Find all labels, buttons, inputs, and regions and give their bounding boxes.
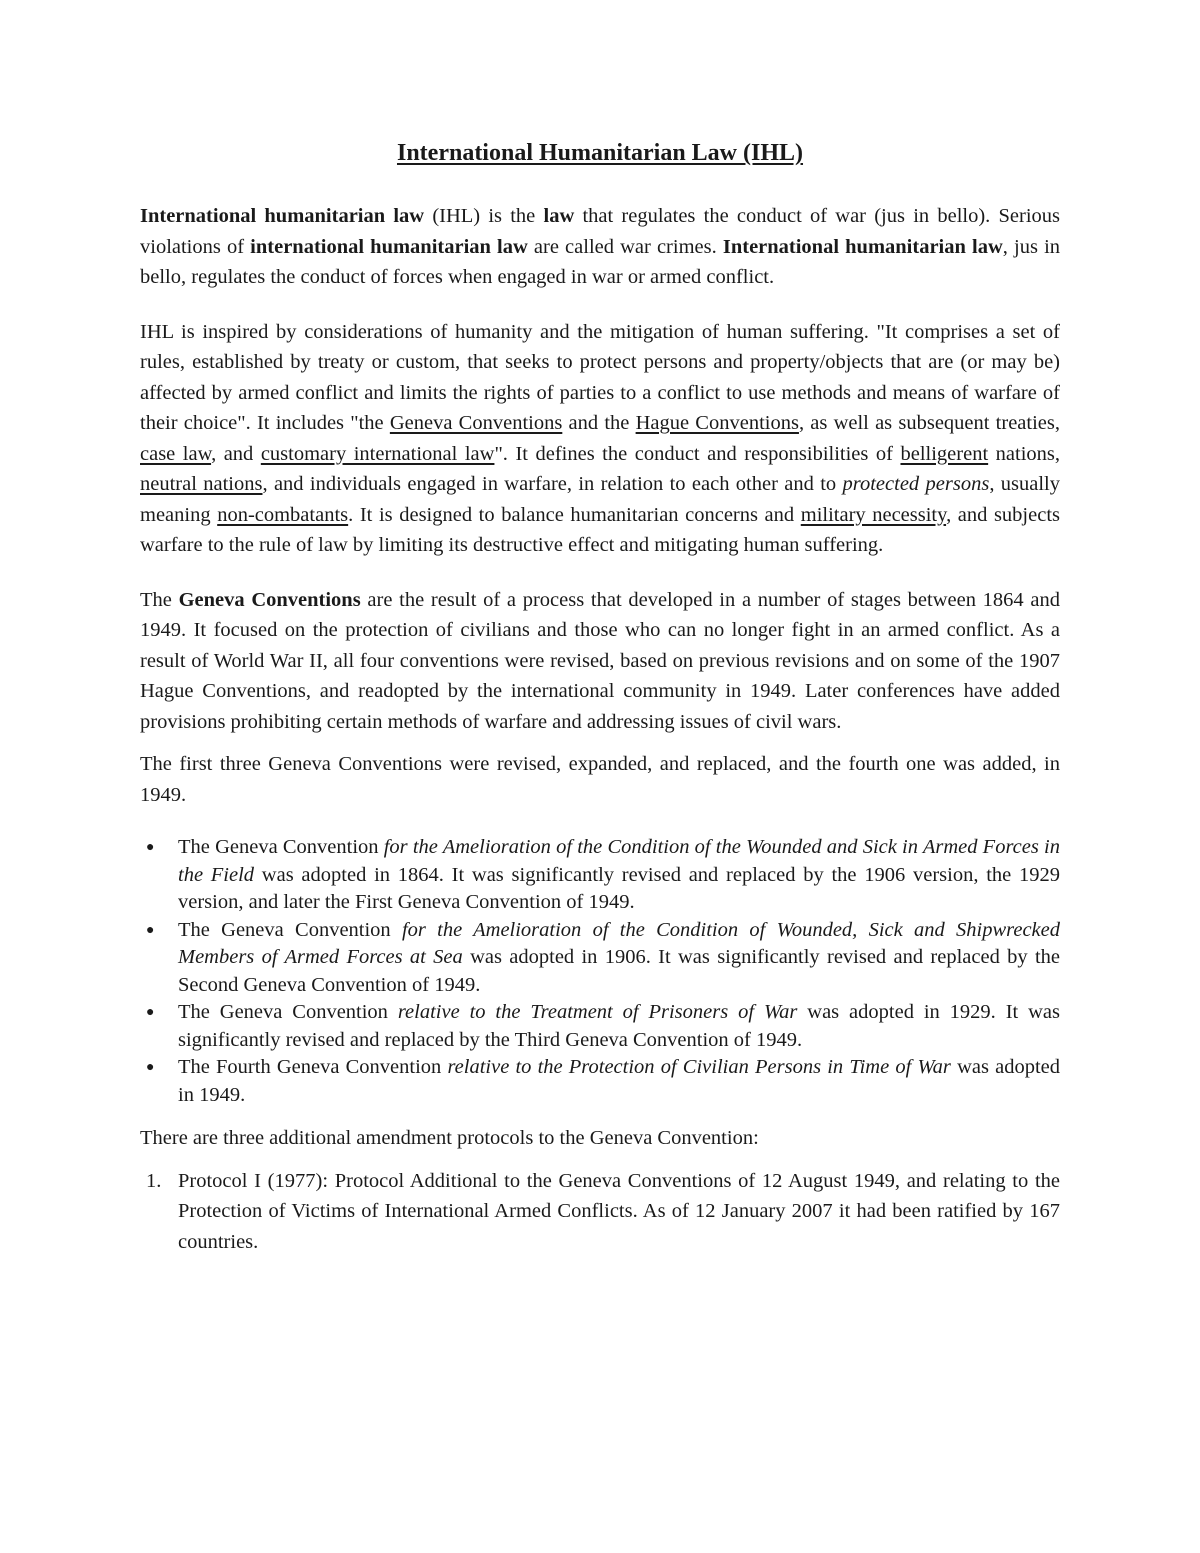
link-geneva-conventions[interactable]: Geneva Conventions (389, 412, 563, 434)
bullet-icon: ● (146, 1005, 155, 1020)
bold-term: law (543, 205, 575, 227)
list-item (146, 917, 1060, 1000)
text-run: was adopted in 1906. It was significantly revised and replaced by the Second Geneva Convention of 1949. (178, 946, 1060, 996)
text-run: The Geneva Convention (178, 918, 402, 941)
text-run: , and individuals engaged in warfare, in relation to each other and to (262, 473, 843, 495)
text-run: was adopted in 1864. It was significantly revised and replaced by the 1906 version, the 1929 version, and later the First Geneva Convention of 1949. (178, 863, 1060, 913)
text-run: nations, (988, 442, 1060, 465)
link-non-combatants[interactable]: non-combatants (217, 503, 349, 526)
link-case-law[interactable]: case law (140, 442, 212, 465)
text-run: and the (562, 412, 636, 434)
paragraph-protocols-intro: There are three additional amendment protocols to the Geneva Convention: (140, 1127, 759, 1149)
text-run: (IHL) is the (424, 205, 544, 227)
bold-term: Geneva Conventions (178, 588, 361, 611)
italic-term: for the Amelioration of the Condition of Wounded, Sick and Shipwrecked Members of Armed Forces at Sea (178, 918, 1060, 968)
document-title: International Humanitarian Law (IHL) (396, 140, 804, 166)
bullet-icon: ● (146, 922, 155, 938)
text-run: are the result of a process that developed in a number of stages between 1864 and 1949. It focused on the protection of civilians and those who can no longer fight in an armed conflict. As a result of World War II, all four conventions were revised, based on previous revisions and on some of the 1907 Hague Conventions, and readopted by the international community in 1949. Later conferences have added provisions prohibiting certain methods of warfare and addressing issues of civil wars. (140, 588, 1060, 733)
list-number: 1. (146, 1169, 162, 1192)
text-run: , usually meaning (140, 473, 1061, 526)
paragraph-ihl-inspiration (140, 317, 1060, 561)
italic-term: relative to the Protection of Civilian Persons in Time of War (447, 1056, 951, 1078)
paragraph-revisions: The first three Geneva Conventions were revised, expanded, and replaced, and the fourth one was added, in 1949. (140, 753, 1060, 806)
text-run: , jus in bello, regulates the conduct of forces when engaged in war or armed conflict. (140, 235, 1061, 288)
list-item (146, 1166, 1060, 1258)
text-run: IHL is inspired by considerations of humanity and the mitigation of human suffering. "It comprises a set of rules, established by treaty or custom, that seeks to protect persons and property/objects that are (or may be) affected by armed conflict and limits the rights of parties to a conflict to use methods and means of warfare of their choice". It includes "the (140, 320, 1060, 434)
paragraph-ihl-definition (140, 201, 1060, 293)
conventions-list (140, 834, 1060, 1109)
list-item (146, 1054, 1060, 1109)
italic-term: for the Amelioration of the Condition of the Wounded and Sick in Armed Forces in the Field (178, 836, 1060, 886)
text-run: The Geneva Convention (178, 1001, 398, 1023)
bold-term: international humanitarian law (250, 235, 528, 258)
text-run: , and subjects warfare to the rule of law by limiting its destructive effect and mitigating human suffering. (140, 503, 1061, 556)
text-run: are called war crimes. (527, 235, 723, 258)
text-run: Protocol I (1977): Protocol Additional to the Geneva Conventions of 12 August 1949, and relating to the Protection of Victims of International Armed Conflicts. As of 12 January 2007 it had been ratified by 167 countries. (178, 1169, 1060, 1253)
text-run: . It is designed to balance humanitarian concerns and (348, 503, 801, 526)
text-run: that regulates the conduct of war (jus in bello). Serious violations of (140, 205, 1061, 258)
text-run: , as well as subsequent treaties, (798, 412, 1060, 434)
bold-term: International humanitarian law (140, 205, 425, 227)
protocols-list (140, 1166, 1060, 1258)
text-run: The Geneva Convention (178, 836, 384, 858)
italic-term: protected persons (842, 473, 990, 495)
text-run: The Fourth Geneva Convention (178, 1056, 448, 1078)
link-hague-conventions[interactable]: Hague Conventions (635, 412, 799, 434)
paragraph-geneva-conventions (140, 585, 1060, 738)
text-run: , and (211, 442, 261, 465)
link-military-necessity[interactable]: military necessity (800, 503, 947, 526)
text-run: was adopted in 1929. It was significantly revised and replaced by the Third Geneva Convention of 1949. (178, 1001, 1061, 1051)
bullet-icon: ● (146, 840, 155, 855)
italic-term: relative to the Treatment of Prisoners of War (397, 1001, 798, 1023)
link-neutral-nations[interactable]: neutral nations (140, 473, 263, 495)
list-item (146, 999, 1061, 1054)
text-run: was adopted in 1949. (178, 1056, 1060, 1106)
bold-term: International humanitarian law (722, 235, 1003, 258)
text-run: ". It defines the conduct and responsibilities of (494, 442, 901, 465)
link-customary-international-law[interactable]: customary international law (260, 442, 495, 465)
link-belligerent[interactable]: belligerent (900, 442, 989, 465)
text-run: The (140, 588, 179, 611)
bullet-icon: ● (146, 1060, 155, 1075)
list-item (146, 834, 1060, 917)
